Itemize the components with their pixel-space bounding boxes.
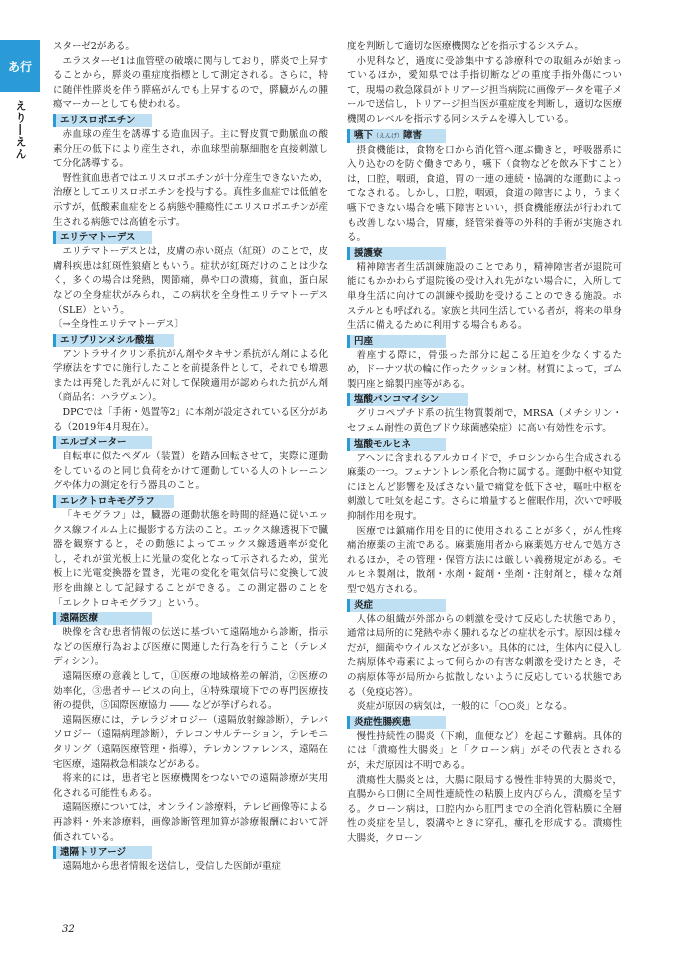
page-number: 32 (62, 924, 75, 935)
term-text: 嚥下 (354, 129, 374, 141)
term-text: 障害 (403, 129, 423, 141)
paragraph: 遠隔地から患者情報を送信し，受信した医師が重症 (62, 861, 282, 873)
term-heading (347, 129, 446, 143)
term-heading: 塩酸バンコマイシン (347, 393, 468, 406)
term-heading: 炎症 (347, 599, 446, 612)
term-heading: エリブリンメシル酸塩 (53, 334, 174, 347)
paragraph: 小児科など，過度に受診集中する診療科での取組みが始まっているほか，愛知県では手指切断などの重度手指外傷について，現場の救急隊員がトリアージ担当病院に画像データを電子メールで送信し，トリアージ担当医が重症度を判断し，適切な医療機関のレベルを指示する同システムを導入している。 (347, 55, 622, 125)
index-range: えり―えん (14, 100, 27, 160)
paragraph: 度を判断して適切な医療機関などを指示するシステム。 (347, 41, 584, 52)
paragraph: 医療では鎮痛作用を目的に使用されることが多く，がん性疼痛治療薬の主流である。麻薬施用者から麻薬処方せんで処方されるほか，その管理・保管方法には厳しい義務規定がある。モルヒネ製剤は，散剤・水剤・錠剤・坐剤・注射剤と，様々な剤型で処方される。 (347, 525, 622, 595)
term-heading: 遠隔トリアージ (53, 846, 152, 859)
paragraph: 遠隔医療には，テレラジオロジー（遠隔放射線診断），テレパソロジー（遠隔病理診断），テレコンサルテーション，テレモニタリング（遠隔医療管理・指導），テレカンファレンス，遠隔在宅医療，遠隔救急相談などがある。 (53, 714, 328, 770)
paragraph: 人体の組織が外部からの刺激を受けて反応した状態であり，通常は局所的に発熱や赤く腫れるなどの症状を示す。原因は様々だが，細菌やウイルスなどが多い。具体的には，生体内に侵入した病原体や毒素によって何らかの有害な刺激を受けたとき，その病原体等が局所から拡散しないように反応している状態である（免疫応答）。 (347, 613, 622, 698)
paragraph: 炎症が原因の病気は，一般的に「○○炎」となる。 (356, 701, 573, 713)
paragraph: 自転車に似たペダル（装置）を踏み回転させて，実際に運動をしているのと同じ負荷をかけて運動している人のトレーニングや体力の測定を行う器具のこと。 (53, 451, 328, 492)
index-tab-label: あ行 (7, 59, 32, 74)
paragraph: エラスターゼ1は血管壁の破壊に関与しており，膵炎で上昇することから，膵炎の重症度指標として測定される。さらに，特に随伴性膵炎を伴う膵癌がんでも上昇するので，膵臓がんの腫瘍マーカーとしても使われる。 (53, 55, 328, 111)
paragraph: アヘンに含まれるアルカロイドで，チロシンから生合成される麻薬の一つ。フェナントレン系化合物に属する。運動中枢や知覚にほとんど影響を及ぼさない量で痛覚を低下させ，嘔吐中枢を刺激して吐気を起こす。さらに増量すると催眠作用，次いで呼吸抑制作用を現す。 (347, 452, 622, 523)
term-heading: エリスロポエチン (53, 114, 152, 127)
paragraph: 慢性持続性の腸炎（下痢，血便など）を起こす難病。具体的には「潰瘍性大腸炎」と「クローン病」がその代表とされるが，未だ原因は不明である。 (347, 730, 622, 771)
paragraph: スターゼ2がある。 (53, 41, 135, 52)
right-column (347, 40, 622, 920)
paragraph: エリテマトーデスとは，皮膚の赤い斑点（紅斑）のことで，皮膚科疾患は紅斑性狼瘡ともいう。症状が紅斑だけのことは少なく，多くの場合は発熱，関節痛，鼻や口の潰瘍，貧血，蛋白尿などの全身症状がみられ，この病状を全身性エリテマトーデス（SLE）という。 (53, 246, 328, 316)
paragraph: 将来的には，患者宅と医療機関をつないでの遠隔診療が実用化される可能性もある。 (53, 773, 328, 799)
term-heading: 援護寮 (347, 247, 446, 260)
paragraph: 着座する際に，骨張った部分に起こる圧迫を少なくするため，ドーナツ状の輪に作ったクッション材。材質によって，ゴム製円座と綿製円座等がある。 (347, 349, 622, 390)
paragraph: 潰瘍性大腸炎とは，大腸に限局する慢性非特異的大腸炎で，直腸から口側に全周性連続性の粘膜上皮内びらん，潰瘍を呈する。クローン病は，口腔内から肛門までの全消化管粘膜に全層性の炎症を呈し，裂溝やときに穿孔，瘻孔を形成する。潰瘍性大腸炎，クローン (347, 774, 622, 844)
paragraph: グリコペプチド系の抗生物質製剤で，MRSA（メチシリン・セフェム耐性の黄色ブドウ球菌感染症）に高い有効性を示す。 (347, 408, 622, 435)
paragraph: アントラサイクリン系抗がん剤やタキサン系抗がん剤による化学療法をすでに施行したことを前提条件として，それでも増悪または再発した乳がんに対して保険適用が認められた抗がん剤（商品名：ハラヴェン）。 (53, 348, 328, 404)
term-heading: エルゴメーター (53, 436, 152, 449)
term-heading: 塩酸モルヒネ (347, 438, 446, 451)
paragraph: 精神障害者生活訓練施設のことであり，精神障害者が退院可能にもかかわらず退院後の受け入れ先がない場合に，入所して単身生活に向けての訓練や援助を受けることのできる施設。ホステルとも呼ばれる。家族と共同生活している者が，将来の単身生活に備えるために利用する場合もある。 (347, 261, 622, 332)
paragraph: 「キモグラフ」は，臓器の運動状態を時間的経過に従いエックス線フイルム上に撮影する方法のこと。エックス線透視下で臓器を観察すると，その動態によってエックス線透過率が変化し，それが蛍光板上に光量の変化となって示されるため，蛍光板上に光電変換器を置き，光電の変化を電気信号に変換して波形を曲線として記録することができる。この測定器のことを「エレクトロキモグラフ」という。 (53, 510, 328, 609)
paragraph: 遠隔医療の意義として，①医療の地域格差の解消，②医療の効率化，③患者サービスの向上，④特殊環境下での専門医療技術の提供，⑤国際医療協力 ―― などが挙げられる。 (53, 670, 328, 712)
term-heading: エリテマトーデス (53, 231, 152, 244)
term-heading: 遠隔医療 (53, 612, 152, 625)
term-ruby: （えんげ） (373, 132, 404, 140)
term-heading: 円座 (347, 335, 446, 348)
paragraph: 遠隔医療については，オンライン診療料，テレビ画像等による再診料・外来診療料，画像診断管理加算が診療報酬において評価されている。 (53, 802, 328, 843)
index-tab (0, 40, 40, 92)
paragraph: 摂食機能は，食物を口から消化管へ運ぶ働きと，呼吸器系に入り込むのを防ぐ働きであり，嚥下（食物などを飲み下すこと）は，口腔，咽頭，食道，胃の一連の連続・協調的な運動によってなされる。しかし，口腔，咽頭，食道の障害により，うまく嚥下できない場合を嚥下障害といい，摂食機能療法が行われても改善しない場合，胃瘻，経管栄養等の外科的手術が実施される。 (347, 144, 622, 244)
left-column (53, 40, 328, 920)
term-heading: 炎症性腸疾患 (347, 716, 446, 729)
term-heading: エレクトロキモグラフ (53, 495, 174, 508)
cross-reference: 〔→全身性エリテマトーデス〕 (53, 319, 184, 331)
paragraph: DPCでは「手術・処置等2」に本剤が設定されている区分がある（2019年4月現在）。 (53, 407, 328, 433)
paragraph: 腎性貧血患者ではエリスロポエチンが十分産生できないため，治療としてエリスロポエチンを投与する。真性多血症では低値を示すが，低酸素血症をとる病態や腫瘍性にエリスロポエチンが産生される病態では高値を示す。 (53, 172, 328, 228)
paragraph: 映像を含む患者情報の伝送に基づいて遠隔地から診断，指示などの医療行為および医療に関連した行為を行うこと（テレメディシン）。 (53, 627, 328, 668)
paragraph: 赤血球の産生を誘導する造血因子。主に腎皮質で動脈血の酸素分圧の低下により産生され，赤血球型前駆細胞を直接刺激して分化誘導する。 (53, 128, 328, 170)
